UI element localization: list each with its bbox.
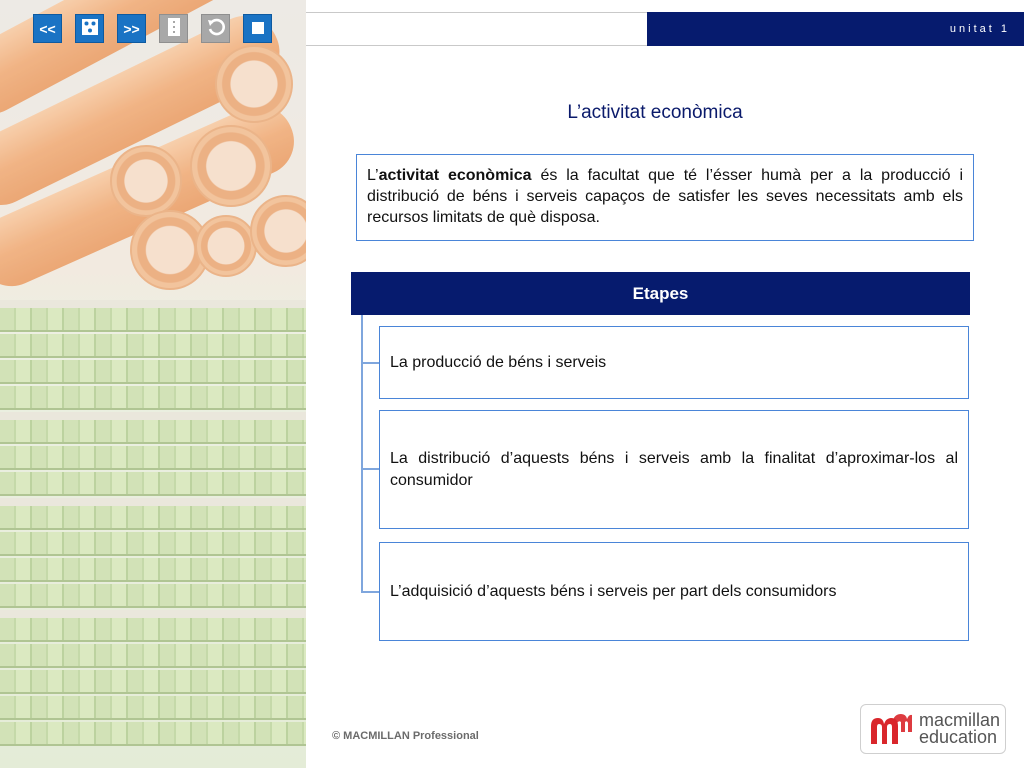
stage-item-label: L’adquisició d’aquests béns i serveis per part dels consumidors: [390, 582, 837, 600]
stage-item-production: [379, 326, 969, 399]
navigation-toolbar: [33, 14, 272, 43]
index-icon: [168, 18, 180, 39]
macmillan-logo-icon: [869, 712, 913, 746]
stages-title: Etapes: [632, 283, 689, 303]
tree-branch: [361, 591, 379, 593]
stop-button[interactable]: [243, 14, 272, 43]
tree-branch: [361, 362, 379, 364]
page-title: L’activitat econòmica: [567, 102, 743, 123]
macmillan-logo: [860, 704, 1006, 754]
menu-grid-button[interactable]: [75, 14, 104, 43]
background-photo: [0, 0, 306, 768]
stop-icon: [252, 21, 264, 37]
copyright-text: © MACMILLAN Professional: [332, 730, 479, 742]
unit-label: unitat 1: [949, 23, 1010, 35]
header-bar-left: [306, 12, 647, 46]
stage-item-distribution: [379, 410, 969, 529]
tree-connector: [361, 315, 363, 592]
menu-grid-icon: [82, 19, 98, 38]
tree-branch: [361, 468, 379, 470]
index-button[interactable]: [159, 14, 188, 43]
definition-box: [356, 154, 974, 241]
definition-text: és la facultat que té l’ésser humà per a la producció i distribució de béns i serveis capaços de satisfer les seves necessitats amb els recursos limitats de què disposa.: [367, 167, 964, 226]
next-button[interactable]: >>: [117, 14, 146, 43]
stage-item-label: La producció de béns i serveis: [390, 353, 607, 371]
previous-button[interactable]: <<: [33, 14, 62, 43]
back-button[interactable]: [201, 14, 230, 43]
header-bar: [647, 12, 1024, 46]
stages-header: [351, 272, 970, 315]
definition-prefix: L’: [367, 167, 379, 184]
logo-wordmark: macmillan education: [919, 710, 1001, 747]
stage-item-acquisition: [379, 542, 969, 641]
definition-term: activitat econòmica: [378, 167, 532, 184]
stage-item-label: La distribució d’aquests béns i serveis amb la finalitat d’aproximar-los al consumidor: [390, 449, 958, 489]
back-icon: [206, 17, 226, 40]
